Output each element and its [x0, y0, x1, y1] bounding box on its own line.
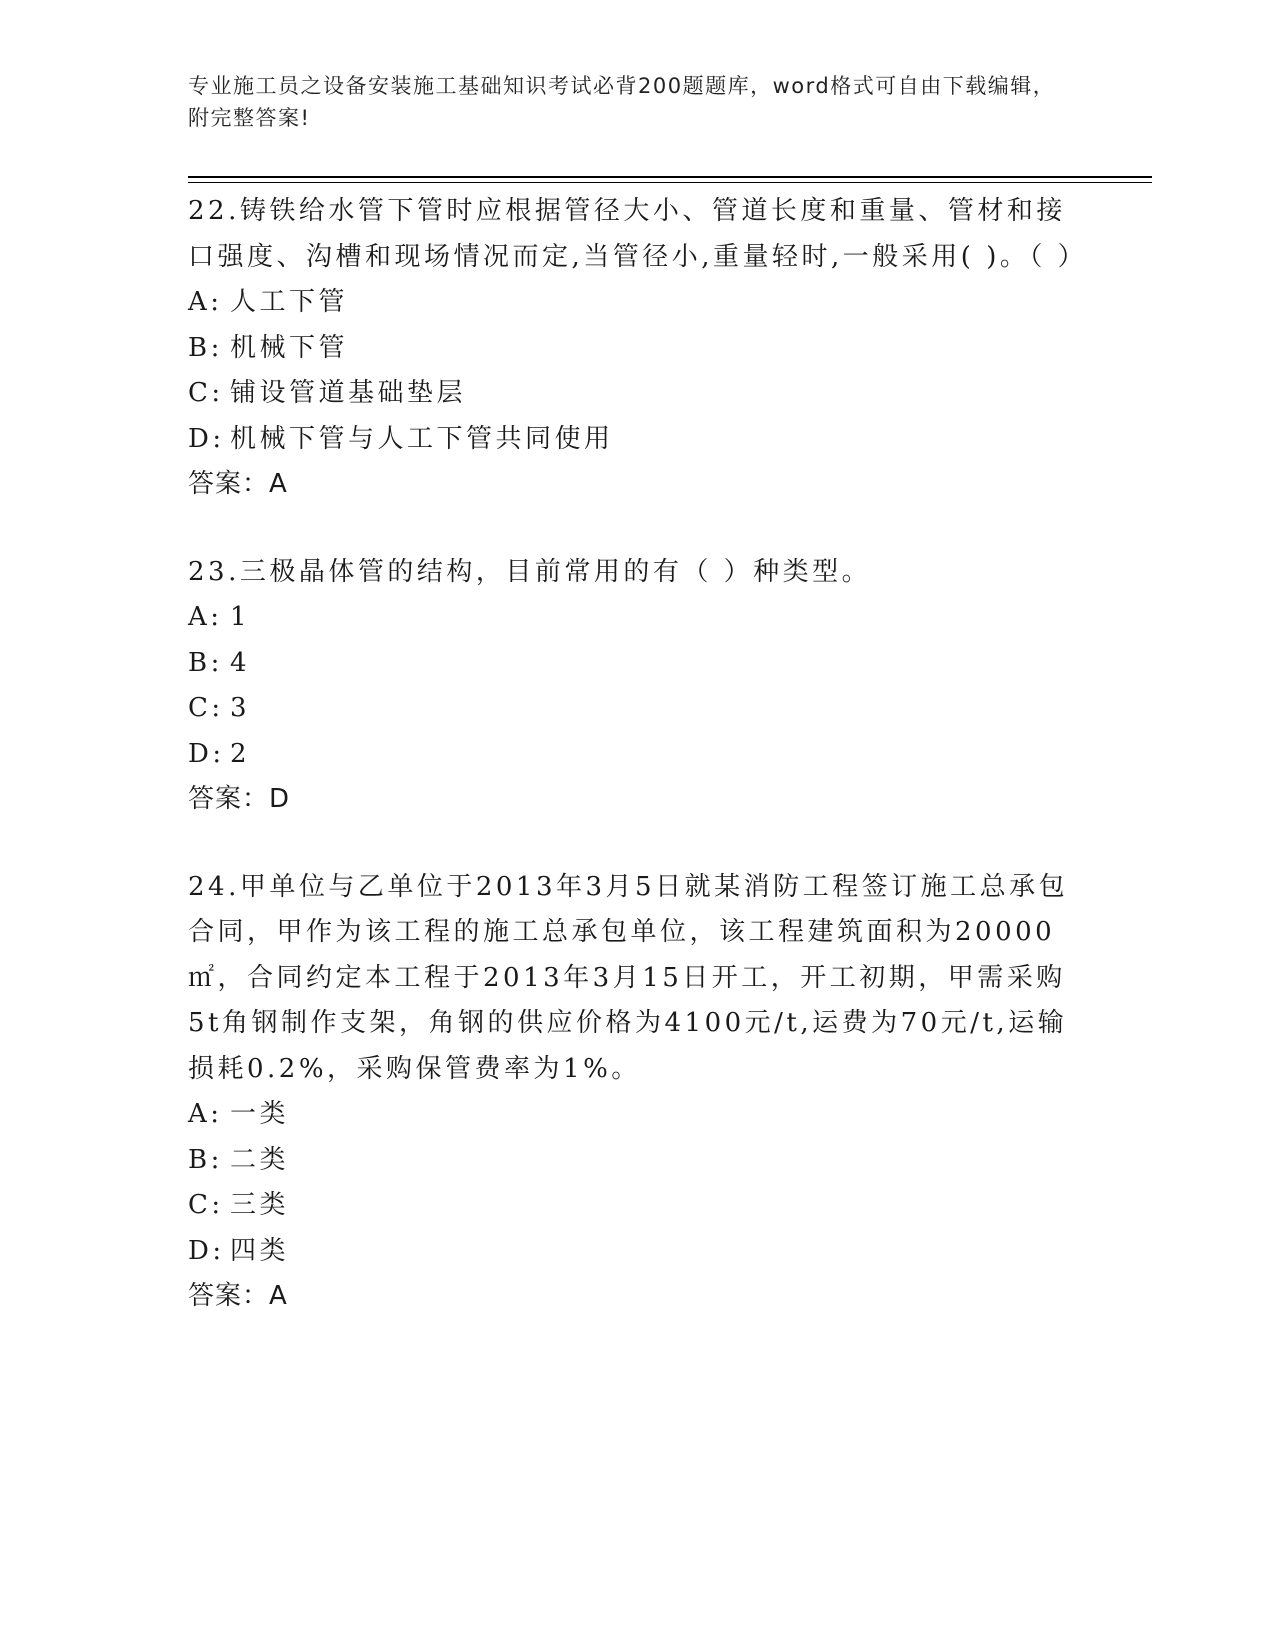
answer-line: 答案：A	[188, 1281, 288, 1311]
option-key: C:	[188, 693, 224, 723]
option-text: 铺设管道基础垫层	[230, 378, 467, 408]
option-d	[188, 1229, 1088, 1275]
option-text: 1	[230, 602, 251, 632]
option-key: C:	[188, 1190, 224, 1220]
option-key: B:	[188, 647, 223, 678]
question-stem: 22.铸铁给水管下管时应根据管径大小、管道长度和重量、管材和接口强度、沟槽和现场情况而定,当管径小,重量轻时,一般采用( )。（ ）	[188, 196, 1088, 272]
answer-line: 答案：A	[188, 469, 288, 499]
option-text: 机械下管	[230, 332, 349, 363]
option-c	[188, 686, 1088, 732]
option-c	[188, 371, 1088, 417]
option-d	[188, 732, 1088, 778]
document-header: 专业施工员之设备安装施工基础知识考试必背200题题库，word格式可自由下载编辑，附完整答案!	[188, 74, 1056, 130]
option-d	[188, 417, 1088, 463]
option-text: 人工下管	[230, 287, 349, 317]
option-key: D:	[188, 423, 225, 454]
question-22	[188, 188, 1088, 508]
option-key: A:	[188, 287, 223, 317]
question-stem: 24.甲单位与乙单位于2013年3月5日就某消防工程签订施工总承包合同，甲作为该工程的施工总承包单位，该工程建筑面积为20000㎡，合同约定本工程于2013年3月15日开工，开工初期，甲需采购5t角钢制作支架，角钢的供应价格为4100元/t,运费为70元/t,运输损耗0.2%，采购保管费率为1%。	[188, 871, 1069, 1084]
option-b	[188, 641, 1088, 687]
option-text: 3	[230, 693, 251, 723]
answer-line: 答案：D	[188, 784, 291, 814]
option-a	[188, 1092, 1088, 1138]
option-text: 一类	[230, 1099, 290, 1129]
question-23	[188, 549, 1088, 823]
option-a	[188, 280, 1088, 326]
option-text: 4	[230, 647, 251, 678]
option-text: 四类	[230, 1235, 290, 1266]
option-text: 2	[230, 738, 251, 769]
option-key: C:	[188, 378, 224, 408]
header-divider-thick	[188, 176, 1152, 178]
option-key: B:	[188, 332, 223, 363]
header-divider-thin	[188, 182, 1152, 183]
option-c	[188, 1183, 1088, 1229]
option-key: D:	[188, 738, 225, 769]
option-a	[188, 595, 1088, 641]
question-list	[188, 188, 1088, 1361]
option-key: A:	[188, 602, 223, 632]
option-text: 二类	[230, 1144, 290, 1175]
option-key: D:	[188, 1235, 225, 1266]
option-key: A:	[188, 1099, 223, 1129]
option-b	[188, 1138, 1088, 1184]
question-stem: 23.三极晶体管的结构，目前常用的有（ ）种类型。	[188, 556, 872, 587]
option-text: 机械下管与人工下管共同使用	[230, 423, 614, 454]
option-text: 三类	[230, 1190, 290, 1220]
option-key: B:	[188, 1144, 223, 1175]
question-24	[188, 864, 1088, 1320]
option-b	[188, 326, 1088, 372]
